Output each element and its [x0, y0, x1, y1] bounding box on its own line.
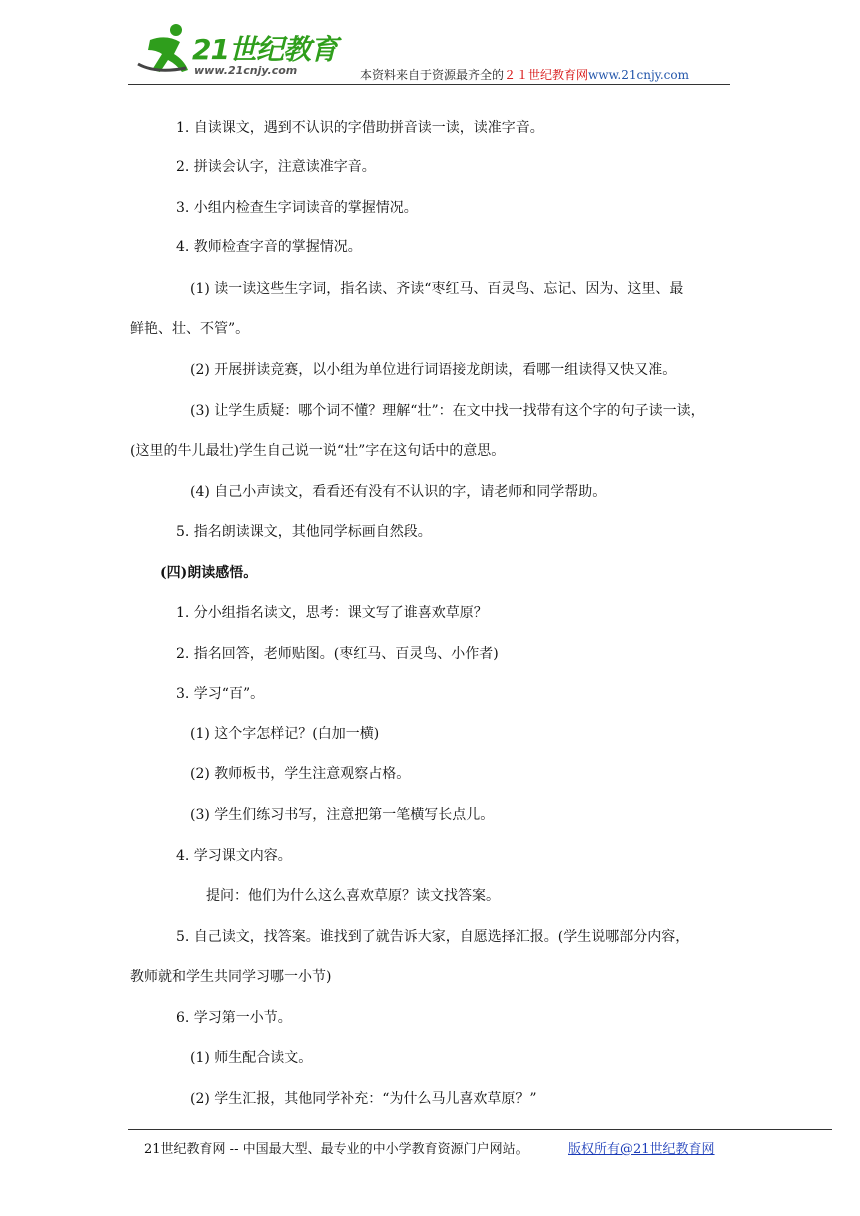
paragraph-line: (2) 教师板书，学生注意观察占格。: [190, 766, 411, 782]
running-man-icon: [136, 20, 196, 82]
paragraph-line: 3. 学习“百”。: [176, 686, 265, 702]
header-note-prefix: 本资料来自于资源最齐全的: [360, 68, 505, 82]
section-heading: (四)朗读感悟。: [160, 565, 258, 581]
footer-text: 21世纪教育网 -- 中国最大型、最专业的中小学教育资源门户网站。: [144, 1142, 529, 1157]
paragraph-line: (2) 开展拼读竞赛，以小组为单位进行词语接龙朗读，看哪一组读得又快又准。: [190, 362, 677, 378]
paragraph-line: 2. 拼读会认字，注意读准字音。: [176, 159, 376, 175]
paragraph-line: 2. 指名回答，老师贴图。(枣红马、百灵鸟、小作者): [176, 646, 499, 662]
paragraph-line: (2) 学生汇报，其他同学补充：“为什么马儿喜欢草原？”: [190, 1091, 537, 1107]
paragraph-line: (4) 自己小声读文，看看还有没有不认识的字，请老师和同学帮助。: [190, 484, 607, 500]
paragraph-line: (1) 读一读这些生字词，指名读、齐读“枣红马、百灵鸟、忘记、因为、这里、最: [190, 281, 684, 297]
paragraph-line: 提问：他们为什么这么喜欢草原？读文找答案。: [206, 888, 500, 904]
paragraph-line: 教师就和学生共同学习哪一小节): [130, 969, 332, 985]
paragraph-line: 1. 分小组指名读文，思考：课文写了谁喜欢草原？: [176, 605, 488, 621]
header-divider: [128, 84, 730, 85]
logo-title: 21世纪教育: [192, 33, 337, 66]
header-note-url[interactable]: www.21cnjy.com: [588, 68, 689, 82]
paragraph-line: 1. 自读课文，遇到不认识的字借助拼音读一读，读准字音。: [176, 120, 544, 136]
header-note-site: ２１世纪教育网: [504, 68, 589, 82]
paragraph-line: 5. 指名朗读课文，其他同学标画自然段。: [176, 524, 432, 540]
paragraph-line: (3) 让学生质疑：哪个词不懂？理解“壮”：在文中找一找带有这个字的句子读一读，: [190, 403, 705, 419]
paragraph-line: (1) 这个字怎样记？(白加一横): [190, 726, 380, 742]
logo-url: www.21cnjy.com: [194, 64, 298, 77]
site-logo: [136, 20, 336, 82]
paragraph-line: 6. 学习第一小节。: [176, 1010, 292, 1026]
footer-divider: [128, 1129, 832, 1130]
paragraph-line: 4. 教师检查字音的掌握情况。: [176, 239, 362, 255]
paragraph-line: (1) 师生配合读文。: [190, 1050, 313, 1066]
paragraph-line: 5. 自己读文，找答案。谁找到了就告诉大家，自愿选择汇报。(学生说哪部分内容，: [176, 929, 690, 945]
paragraph-line: (3) 学生们练习书写，注意把第一笔横写长点儿。: [190, 807, 495, 823]
paragraph-line: 3. 小组内检查生字词读音的掌握情况。: [176, 200, 418, 216]
footer-copyright-link[interactable]: 版权所有@21世纪教育网: [568, 1142, 715, 1157]
paragraph-line: (这里的牛儿最壮)学生自己说一说“壮”字在这句话中的意思。: [130, 443, 506, 459]
page-header: [0, 0, 860, 90]
header-note: [360, 66, 689, 83]
paragraph-line: 鲜艳、壮、不管”。: [130, 321, 250, 337]
paragraph-line: 4. 学习课文内容。: [176, 848, 292, 864]
